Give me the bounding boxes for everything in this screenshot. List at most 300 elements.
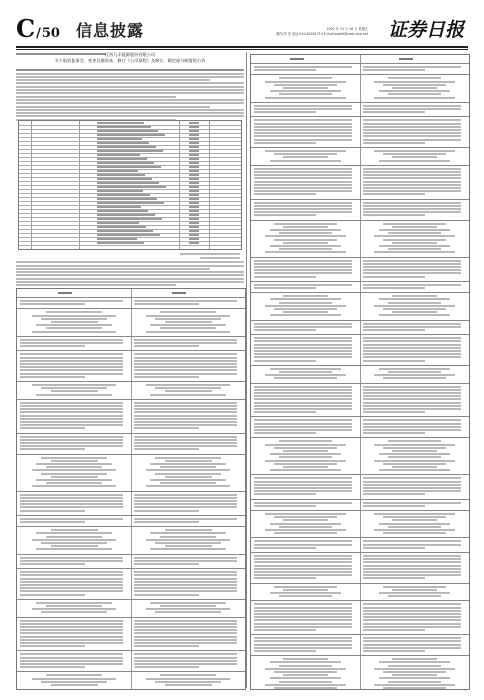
- text-line: [254, 142, 316, 144]
- text-line: [20, 405, 123, 407]
- row-separator: [17, 381, 245, 382]
- text-line: [283, 242, 328, 244]
- text-line: [32, 678, 117, 680]
- text-line: [134, 563, 199, 565]
- text-line: [36, 602, 111, 604]
- text-line: [363, 626, 461, 628]
- text-line: [254, 610, 352, 612]
- text-line: [374, 444, 454, 446]
- table-cell: [189, 138, 199, 140]
- text-line: [20, 642, 123, 644]
- text-line: [374, 305, 454, 307]
- text-line: [20, 594, 85, 596]
- text-line: [254, 205, 352, 207]
- text-line: [363, 177, 461, 179]
- text-line: [363, 561, 461, 563]
- text-line: [392, 295, 437, 297]
- text-line: [254, 350, 352, 352]
- text-line: [363, 119, 461, 121]
- text-line: [134, 439, 237, 441]
- row-separator: [251, 634, 469, 635]
- text-line: [388, 77, 441, 79]
- text-line: [279, 371, 332, 373]
- text-line: [41, 457, 107, 459]
- text-line: [134, 574, 237, 576]
- text-line: [254, 214, 316, 216]
- text-line: [388, 248, 441, 250]
- text-line: [383, 687, 445, 689]
- row-separator: [251, 583, 469, 584]
- text-line: [363, 323, 461, 325]
- text-line: [363, 392, 461, 394]
- text-line: [20, 494, 123, 496]
- text-line: [146, 331, 231, 333]
- table-cell: [189, 126, 199, 128]
- text-line: [254, 263, 352, 265]
- text-line: [363, 269, 461, 271]
- text-line: [20, 626, 123, 628]
- table-cell: [97, 170, 138, 172]
- text-line: [254, 568, 352, 570]
- text-line: [363, 408, 461, 410]
- text-line: [363, 623, 461, 625]
- text-line: [51, 476, 98, 478]
- text-line: [165, 390, 212, 392]
- text-line: [134, 657, 237, 659]
- table-cell: [189, 170, 199, 172]
- table-cell: [189, 122, 199, 124]
- text-line: [274, 463, 336, 465]
- table-cell: [97, 150, 163, 152]
- text-line: [363, 126, 461, 128]
- text-line: [254, 184, 352, 186]
- text-line: [134, 506, 237, 508]
- page-number: C/50: [16, 14, 60, 43]
- text-line: [363, 214, 425, 216]
- text-line: [363, 329, 425, 331]
- text-line: [279, 595, 332, 597]
- text-line: [146, 485, 231, 487]
- text-line: [363, 340, 461, 342]
- text-line: [383, 532, 445, 534]
- text-line: [254, 347, 352, 349]
- row-separator: [17, 454, 245, 455]
- text-line: [155, 457, 221, 459]
- table-cell: [189, 234, 199, 236]
- text-line: [134, 660, 237, 662]
- text-line: [383, 463, 445, 465]
- text-line: [379, 661, 450, 663]
- text-line: [41, 542, 107, 544]
- row-separator: [251, 437, 469, 438]
- text-line: [363, 105, 461, 107]
- text-line: [254, 360, 316, 362]
- text-line: [254, 607, 352, 609]
- text-line: [388, 595, 441, 597]
- text-line: [150, 479, 225, 481]
- table-cell: [97, 210, 148, 212]
- text-line: [36, 532, 111, 534]
- text-line: [51, 684, 98, 686]
- row-separator: [17, 336, 245, 337]
- text-line: [165, 460, 212, 462]
- text-line: [265, 460, 345, 462]
- text-line: [150, 602, 225, 604]
- text-line: [274, 447, 336, 449]
- text-line: [254, 168, 352, 170]
- text-line: [20, 369, 123, 371]
- text-line: [32, 539, 117, 541]
- table-cell: [97, 174, 145, 176]
- row-separator: [251, 165, 469, 166]
- text-line: [254, 402, 352, 404]
- text-line: [388, 93, 441, 95]
- text-line: [265, 150, 345, 152]
- text-line: [254, 619, 352, 621]
- text-line: [363, 360, 425, 362]
- text-line: [254, 613, 352, 615]
- text-line: [134, 666, 199, 668]
- text-line: [363, 402, 461, 404]
- text-line: [20, 376, 85, 378]
- text-line: [254, 337, 352, 339]
- text-line: [363, 111, 425, 113]
- text-line: [20, 424, 123, 426]
- text-line: [363, 419, 461, 421]
- text-line: [363, 571, 461, 573]
- text-line: [20, 500, 123, 502]
- row-separator: [251, 199, 469, 200]
- text-line: [270, 368, 341, 370]
- text-line: [134, 421, 237, 423]
- text-line: [254, 266, 352, 268]
- table-cell: [189, 202, 199, 204]
- text-line: [265, 668, 345, 670]
- text-line: [254, 623, 352, 625]
- text-line: [20, 510, 85, 512]
- masthead-rule: [16, 46, 468, 48]
- table-cell: [97, 234, 160, 236]
- text-line: [20, 560, 123, 562]
- text-line: [283, 295, 328, 297]
- text-line: [254, 66, 352, 68]
- text-line: [165, 476, 212, 478]
- text-line: [254, 626, 352, 628]
- text-line: [20, 657, 123, 659]
- text-line: [134, 369, 237, 371]
- announcement-intro: [16, 68, 244, 122]
- row-separator: [251, 474, 469, 475]
- text-line: [32, 469, 117, 471]
- text-line: [254, 405, 352, 407]
- text-line: [254, 132, 352, 134]
- text-line: [254, 108, 352, 110]
- text-line: [254, 323, 352, 325]
- text-line: [388, 665, 441, 667]
- text-line: [363, 547, 425, 549]
- text-line: [134, 411, 237, 413]
- text-line: [134, 518, 237, 520]
- text-line: [254, 411, 316, 413]
- text-line: [274, 223, 336, 225]
- text-line: [32, 485, 117, 487]
- text-line: [20, 497, 123, 499]
- text-line: [254, 177, 352, 179]
- row-separator: [251, 655, 469, 656]
- text-line: [20, 421, 123, 423]
- text-line: [279, 665, 332, 667]
- text-line: [283, 674, 328, 676]
- column-divider: [131, 289, 132, 689]
- text-line: [379, 160, 450, 162]
- text-line: [165, 545, 212, 547]
- table-cell: [189, 178, 199, 180]
- text-line: [374, 529, 454, 531]
- row-separator: [251, 147, 469, 148]
- text-line: [383, 84, 445, 86]
- text-line: [254, 356, 352, 358]
- text-line: [265, 513, 345, 515]
- text-line: [392, 466, 437, 468]
- table-cell: [189, 182, 199, 184]
- text-line: [254, 429, 352, 431]
- text-line: [20, 363, 123, 365]
- text-line: [134, 620, 237, 622]
- text-line: [254, 353, 352, 355]
- text-line: [134, 342, 237, 344]
- text-line: [254, 616, 352, 618]
- text-line: [254, 284, 352, 286]
- row-separator: [17, 433, 245, 434]
- text-line: [254, 540, 352, 542]
- text-line: [20, 506, 123, 508]
- text-line: [254, 171, 352, 173]
- text-line: [134, 594, 199, 596]
- text-line: [150, 463, 225, 465]
- text-line: [363, 619, 461, 621]
- text-line: [51, 529, 98, 531]
- text-line: [160, 536, 216, 538]
- row-separator: [251, 281, 469, 282]
- text-line: [270, 677, 341, 679]
- text-line: [379, 90, 450, 92]
- text-line: [274, 671, 336, 673]
- table-cell: [97, 154, 140, 156]
- regulation-table: [18, 120, 242, 250]
- text-line: [20, 518, 123, 520]
- text-line: [363, 493, 425, 495]
- text-line: [150, 394, 225, 396]
- text-line: [254, 432, 316, 434]
- text-line: [20, 581, 123, 583]
- text-line: [254, 477, 352, 479]
- text-line: [134, 587, 237, 589]
- row-separator: [251, 257, 469, 258]
- row-separator: [17, 297, 245, 298]
- text-line: [20, 574, 123, 576]
- text-line: [160, 466, 216, 468]
- text-line: [379, 677, 450, 679]
- text-line: [392, 156, 437, 158]
- text-line: [51, 390, 98, 392]
- text-line: [20, 584, 123, 586]
- text-line: [388, 232, 441, 234]
- text-line: [270, 245, 341, 247]
- text-line: [254, 389, 352, 391]
- text-line: [363, 429, 461, 431]
- text-line: [134, 642, 237, 644]
- text-line: [134, 353, 237, 355]
- text-line: [20, 342, 123, 344]
- text-line: [32, 608, 117, 610]
- text-line: [363, 650, 425, 652]
- text-line: [20, 411, 123, 413]
- text-line: [146, 539, 231, 541]
- text-line: [32, 331, 117, 333]
- text-line: [270, 229, 341, 231]
- text-line: [374, 684, 454, 686]
- text-line: [20, 557, 123, 559]
- text-line: [363, 266, 461, 268]
- text-line: [146, 469, 231, 471]
- text-line: [363, 405, 461, 407]
- announcement-title: 关于取消监事会、变更注册资本、修订《公司章程》及修订、制定部分制度的公告: [54, 58, 206, 63]
- text-line: [46, 605, 102, 607]
- table-cell: [189, 230, 199, 232]
- text-line: [363, 613, 461, 615]
- text-line: [363, 184, 461, 186]
- text-line: [254, 398, 352, 400]
- text-line: [36, 479, 111, 481]
- table-cell: [97, 186, 166, 188]
- text-line: [374, 97, 454, 99]
- text-line: [254, 423, 352, 425]
- text-line: [363, 389, 461, 391]
- text-line: [46, 674, 102, 676]
- text-line: [160, 327, 216, 329]
- text-line: [283, 226, 328, 228]
- text-line: [254, 208, 352, 210]
- table-cell: [97, 202, 164, 204]
- text-line: [254, 344, 352, 346]
- row-separator: [17, 515, 245, 516]
- text-line: [134, 427, 199, 429]
- text-line: [274, 532, 336, 534]
- text-line: [279, 440, 332, 442]
- table-cell: [97, 218, 162, 220]
- text-line: [20, 587, 123, 589]
- text-line: [254, 555, 352, 557]
- text-line: [134, 639, 237, 641]
- row-separator: [17, 554, 245, 555]
- text-line: [392, 311, 437, 313]
- text-line: [363, 337, 461, 339]
- row-separator: [251, 416, 469, 417]
- text-line: [254, 202, 352, 204]
- row-separator: [17, 308, 245, 309]
- text-line: [379, 298, 450, 300]
- table-cell: [97, 214, 155, 216]
- text-line: [363, 353, 461, 355]
- text-line: [363, 142, 425, 144]
- table-cell: [97, 206, 141, 208]
- text-line: [160, 605, 216, 607]
- text-line: [146, 315, 231, 317]
- text-line: [134, 626, 237, 628]
- text-line: [363, 477, 461, 479]
- text-line: [363, 139, 461, 141]
- row-separator: [251, 383, 469, 384]
- text-line: [363, 208, 461, 210]
- text-line: [20, 373, 123, 375]
- text-line: [363, 505, 425, 507]
- text-line: [363, 168, 461, 170]
- masthead-rule-thin: [16, 49, 468, 50]
- text-line: [388, 440, 441, 442]
- text-line: [265, 305, 345, 307]
- text-line: [270, 298, 341, 300]
- text-line: [155, 542, 221, 544]
- text-line: [363, 411, 425, 413]
- table-cell: [189, 186, 199, 188]
- text-line: [36, 463, 111, 465]
- footer-code: ▯: [464, 688, 466, 692]
- text-line: [134, 415, 237, 417]
- text-line: [388, 681, 441, 683]
- text-line: [363, 481, 461, 483]
- text-line: [134, 581, 237, 583]
- table-cell: [189, 130, 199, 132]
- text-line: [363, 574, 461, 576]
- row-separator: [17, 650, 245, 651]
- text-line: [254, 190, 352, 192]
- text-line: [134, 636, 237, 638]
- text-line: [134, 494, 237, 496]
- text-line: [20, 663, 123, 665]
- text-line: [363, 484, 461, 486]
- text-line: [363, 432, 425, 434]
- text-line: [165, 684, 212, 686]
- text-line: [254, 340, 352, 342]
- text-line: [363, 395, 461, 397]
- text-line: [363, 568, 461, 570]
- text-line: [363, 211, 461, 213]
- text-line: [265, 97, 345, 99]
- text-line: [134, 629, 237, 631]
- column-header: [172, 292, 186, 294]
- text-line: [270, 523, 341, 525]
- text-line: [392, 674, 437, 676]
- text-line: [134, 366, 237, 368]
- table-cell: [189, 242, 199, 244]
- text-line: [254, 565, 352, 567]
- text-line: [155, 318, 221, 320]
- text-line: [254, 111, 316, 113]
- text-line: [20, 339, 123, 341]
- text-line: [363, 423, 461, 425]
- text-line: [388, 371, 441, 373]
- text-line: [363, 426, 461, 428]
- text-line: [134, 448, 199, 450]
- text-line: [254, 419, 352, 421]
- table-cell: [189, 210, 199, 212]
- text-line: [363, 502, 461, 504]
- table-cell: [189, 198, 199, 200]
- text-line: [134, 445, 237, 447]
- row-separator: [17, 599, 245, 600]
- text-line: [265, 444, 345, 446]
- text-line: [134, 590, 237, 592]
